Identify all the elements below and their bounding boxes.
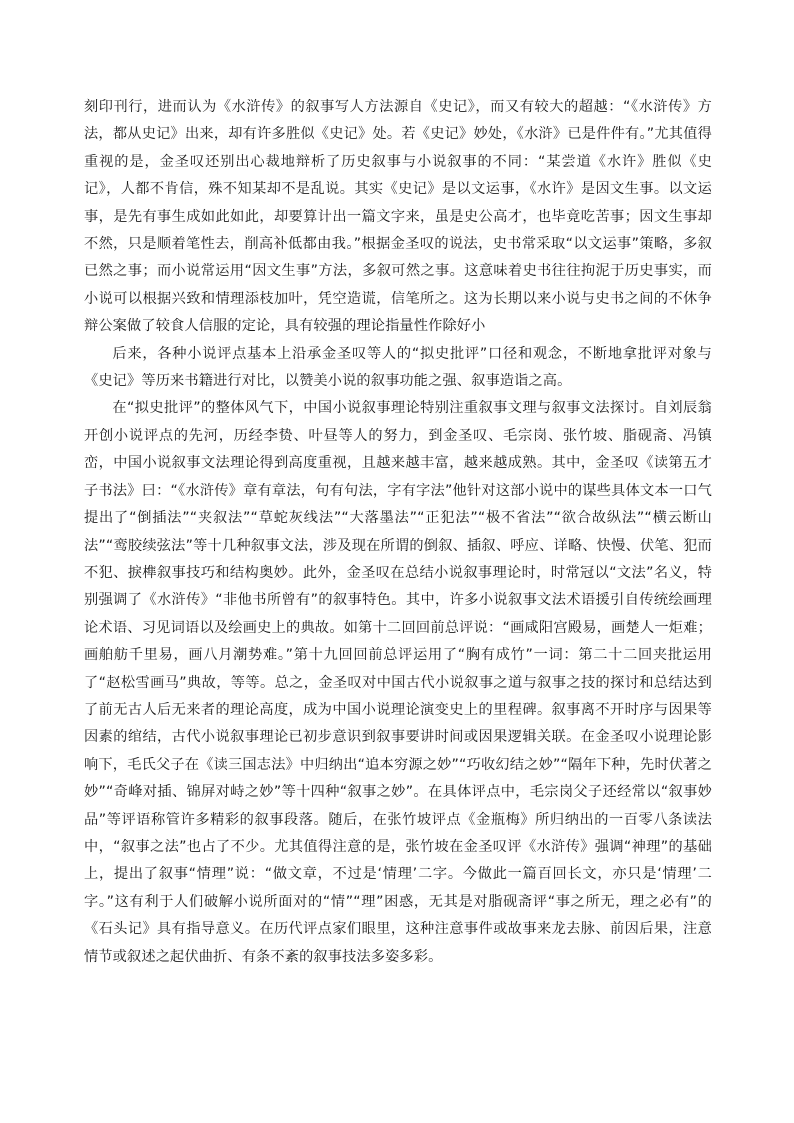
paragraph-2: 后来，各种小说评点基本上沿承金圣叹等人的“拟史批评”口径和观念，不断地拿批评对象与《史记》等历来书籍进行对比，以赞美小说的叙事功能之强、叙事造诣之高。 <box>84 345 712 390</box>
paragraph-1: 刻印刊行，进而认为《水浒传》的叙事写人方法源自《史记》，而又有较大的超越：“《水浒传》方法，都从史记》出来，却有许多胜似《史记》处。若《史记》妙处，《水浒》已是件件有。”尤其值得重视的是，金圣叹还别出心裁地辩析了历史叙事与小说叙事的不同：“某尝道《水许》胜似《史记》，人都不肯信，殊不知某却不是乱说。其实《史记》是以文运事，《水许》是因文生事。以文运事，是先有事生成如此如此，却要算计出一篇文字来，虽是史公高才，也毕竟吃苦事；因文生事却不然，只是顺着笔性去，削高补低都由我。”根据金圣叹的说法，史书常采取“以文运事”策略，多叙已然之事；而小说常运用“因文生事”方法，多叙可然之事。这意味着史书往往拘泥于历史事实，而小说可以根据兴致和情理添枝加叶，凭空造谎，信笔所之。这为长期以来小说与史书之间的不休争辩公案做了较食人信服的定论，具有较强的理论指量性作除好小 <box>84 99 712 335</box>
paragraph-3: 在“拟史批评”的整体风气下，中国小说叙事理论特别注重叙事文理与叙事文法探讨。自刘辰翁开创小说评点的先河，历经李贽、叶昼等人的努力，到金圣叹、毛宗岗、张竹坡、脂砚斋、冯镇峦，中国小说叙事文法理论得到高度重视，且越来越丰富，越来越成熟。其中，金圣叹《读第五才子书法》曰：“《水浒传》章有章法，句有句法，字有字法”他针对这部小说中的谋些具体文本一口气提出了“倒插法”“夹叙法”“草蛇灰线法”“大落墨法”“正犯法”“极不省法”“欲合故纵法”“横云断山法”“鸾胶续弦法”等十几种叙事文法，涉及现在所谓的倒叙、插叙、呼应、详略、快慢、伏笔、犯而不犯、捩榫叙事技巧和结构奥妙。此外，金圣叹在总结小说叙事理论时，时常冠以“文法”名义，特别强调了《水浒传》“非他书所曾有”的叙事特色。其中，许多小说叙事文法术语援引自传统绘画理论术语、习见词语以及绘画史上的典故。如第十二回回前总评说：“画咸阳宫殿易，画楚人一炬难；画舶舫千里易，画八月潮势难。”第十九回回前总评运用了“胸有成竹”一词：第二十二回夹批运用了“赵松雪画马”典故，等等。总之，金圣叹对中国古代小说叙事之道与叙事之技的探讨和总结达到了前无古人后无来者的理论高度，成为中国小说理论演变史上的里程碑。叙事离不开时序与因果等因素的绾结，古代小说叙事理论已初步意识到叙事要讲时间或因果逻辑关联。在金圣叹小说理论影响下，毛氏父子在《读三国志法》中归纳出“追本穷源之妙”“巧收幻结之妙”“隔年下种，先时伏著之妙”“奇峰对插、锦屏对峙之妙”等十四种“叙事之妙”。在具体评点中，毛宗岗父子还经常以“叙事妙品”等评语称管许多精彩的叙事段落。随后，在张竹坡评点《金瓶梅》所归纳出的一百零八条读法中，“叙事之法”也占了不少。尤其值得注意的是，张竹坡在金圣叹评《水浒传》强调“神理”的基础上，提出了叙事“情理”说：“做文章，不过是‘情理’二字。今做此一篇百回长文，亦只是‘情理’二字。”这有利于人们破解小说所面对的“情”“理”困惑，无其是对脂砚斋评“事之所无，理之必有”的《石头记》具有指导意义。在历代评点家们眼里，这种注意事件或故事来龙去脉、前因后果，注意情节或叙述之起伏曲折、有条不紊的叙事技法多姿多彩。 <box>84 400 712 965</box>
document-page <box>84 94 712 971</box>
